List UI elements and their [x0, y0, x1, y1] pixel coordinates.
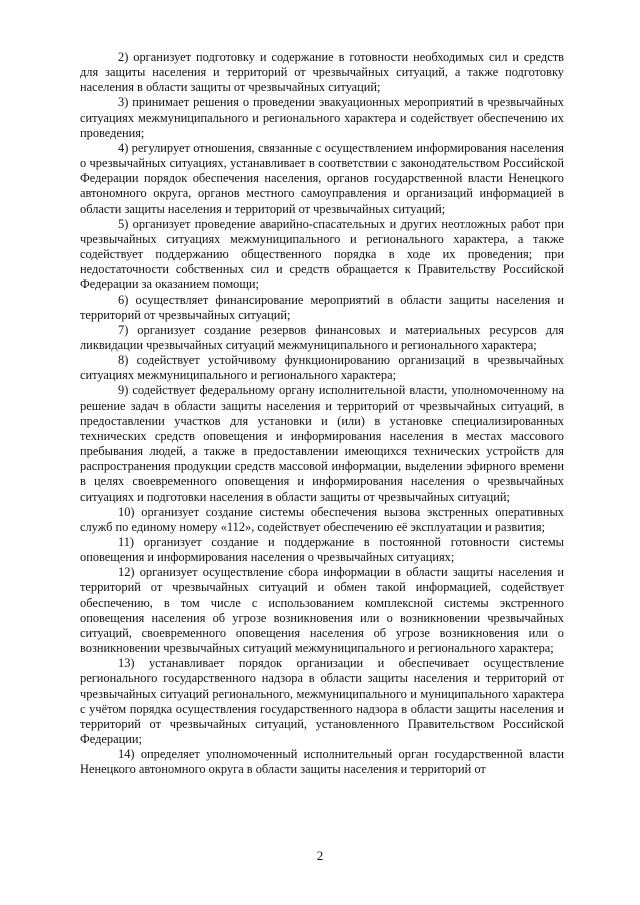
paragraph-item-6: 6) осуществляет финансирование мероприятий в области защиты населения и территорий от чрезвычайных ситуаций; — [80, 292, 564, 322]
paragraph-item-5: 5) организует проведение аварийно-спасательных и других неотложных работ при чрезвычайных ситуациях межмуниципального и регионального характера, а также содействует поддержанию общественного порядка в ходе их проведения; при недостаточности собственных сил и средств обращается к Правительству Российской Федерации за оказанием помощи; — [80, 216, 564, 292]
page-number: 2 — [316, 848, 324, 863]
paragraph-item-7: 7) организует создание резервов финансовых и материальных ресурсов для ликвидации чрезвычайных ситуаций межмуниципального и регионального характера; — [80, 322, 564, 352]
paragraph-item-10: 10) организует создание системы обеспечения вызова экстренных оперативных служб по единому номеру «112», содействует обеспечению её эксплуатации и развития; — [80, 504, 564, 534]
paragraph-item-4: 4) регулирует отношения, связанные с осуществлением информирования населения о чрезвычайных ситуациях, устанавливает в соответствии с законодательством Российской Федерации порядок обеспечения населения, органов государственной власти Ненецкого автономного округа, органов местного самоуправления и организаций информацией в области защиты населения и территорий от чрезвычайных ситуаций; — [80, 140, 564, 216]
paragraph-item-3: 3) принимает решения о проведении эвакуационных мероприятий в чрезвычайных ситуациях межмуниципального и регионального характера и содействует обеспечению их проведения; — [80, 95, 564, 140]
paragraph-item-9: 9) содействует федеральному органу исполнительной власти, уполномоченному на решение задач в области защиты населения и территорий от чрезвычайных ситуаций, в предоставлении участков для установки и (или) в установке специализированных технических средств оповещения и информирования населения в местах массового пребывания людей, а также в предоставлении имеющихся технических устройств для распространения продукции средств массовой информации, выделении эфирного времени в целях своевременного оповещения и информирования населения о чрезвычайных ситуациях и подготовки населения в области защиты от чрезвычайных ситуаций; — [80, 383, 564, 504]
document-page — [80, 50, 564, 778]
paragraph-item-13: 13) устанавливает порядок организации и обеспечивает осуществление регионального государственного надзора в области защиты населения и территорий от чрезвычайных ситуаций регионального, межмуниципального и муниципального характера с учётом порядка осуществления государственного надзора в области защиты населения и территорий от чрезвычайных ситуаций, установленного Правительством Российской Федерации; — [80, 656, 564, 747]
paragraph-item-11: 11) организует создание и поддержание в постоянной готовности системы оповещения и информирования населения о чрезвычайных ситуациях; — [80, 535, 564, 565]
paragraph-item-14: 14) определяет уполномоченный исполнительный орган государственной власти Ненецкого автономного округа в области защиты населения и территорий от — [80, 747, 564, 777]
paragraph-item-12: 12) организует осуществление сбора информации в области защиты населения и территорий от чрезвычайных ситуаций и обмен такой информацией, содействует обеспечению, в том числе с использованием комплексной системы экстренного оповещения населения об угрозе возникновения или о возникновении чрезвычайных ситуаций, своевременного оповещения населения об угрозе возникновения или о возникновении чрезвычайных ситуаций межмуниципального и регионального характера; — [80, 565, 564, 656]
paragraph-item-8: 8) содействует устойчивому функционированию организаций в чрезвычайных ситуациях межмуниципального и регионального характера; — [80, 353, 564, 383]
paragraph-item-2: 2) организует подготовку и содержание в готовности необходимых сил и средств для защиты населения и территорий от чрезвычайных ситуаций, а также подготовку населения в области защиты от чрезвычайных ситуаций; — [80, 50, 564, 95]
